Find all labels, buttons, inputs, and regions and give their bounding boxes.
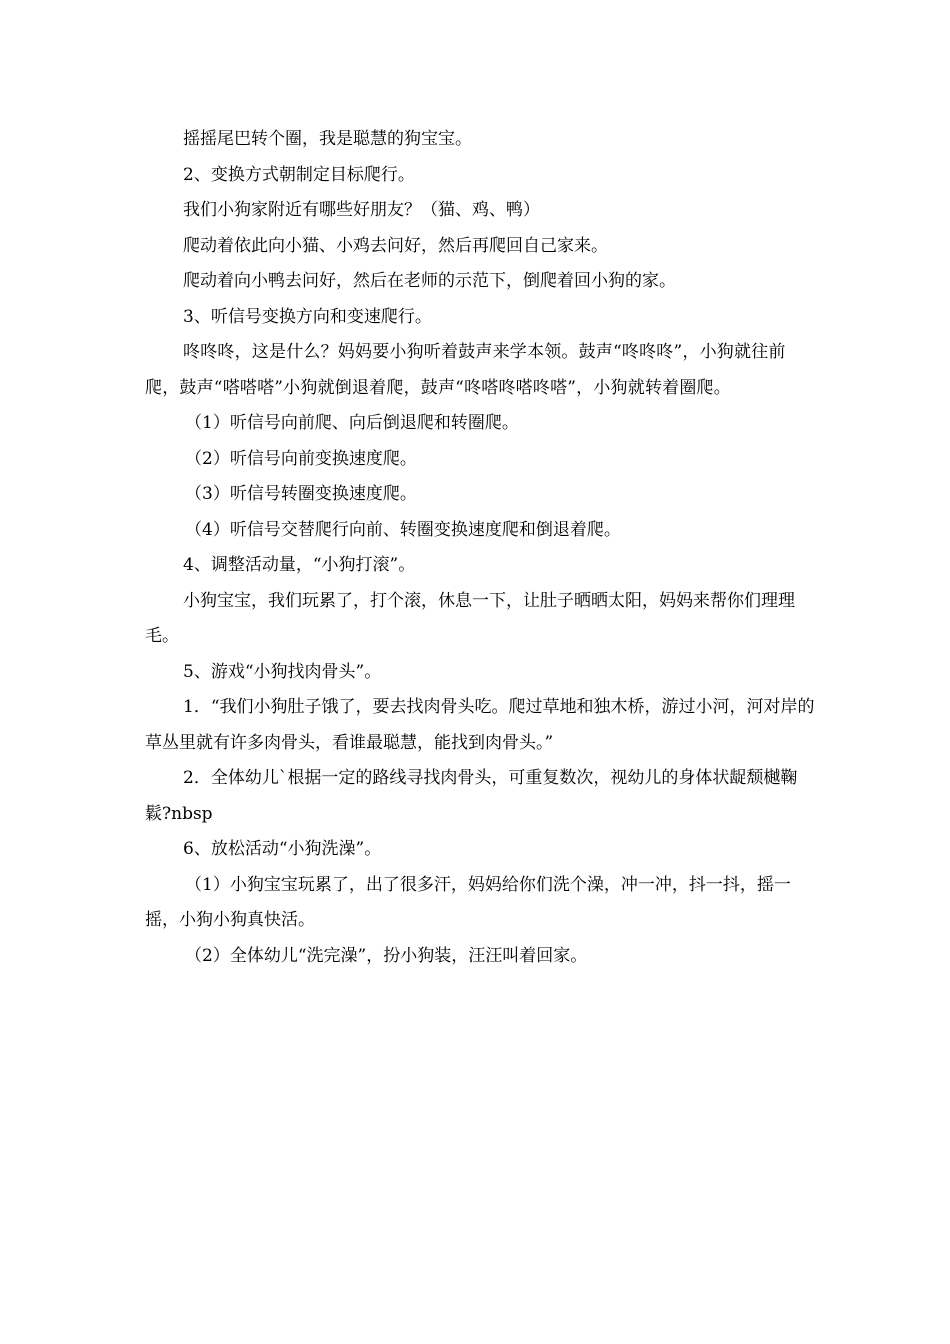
paragraph-10: （3）听信号转圈变换速度爬。 xyxy=(185,484,417,504)
paragraph-14: 5、游戏“小狗找肉骨头”。 xyxy=(183,661,382,682)
paragraph-18: （1）小狗宝宝玩累了，出了很多汗，妈妈给你们洗个澡，冲一冲，抖一抖，摇一摇，小狗小狗真快活。 xyxy=(145,874,791,930)
document-body xyxy=(145,122,817,974)
paragraph-1: 摇摇尾巴转个圈，我是聪慧的狗宝宝。 xyxy=(183,129,472,149)
paragraph-16: 2．全体幼儿`根据一定的路线寻找肉骨头，可重复数次，视幼儿的身体状龊颓樾鞠鬏?nbsp xyxy=(145,768,798,824)
paragraph-8: （1）听信号向前爬、向后倒退爬和转圈爬。 xyxy=(185,413,519,433)
paragraph-19: （2）全体幼儿“洗完澡”，扮小狗装，汪汪叫着回家。 xyxy=(185,945,588,966)
paragraph-17: 6、放松活动“小狗洗澡”。 xyxy=(183,839,382,859)
paragraph-11: （4）听信号交替爬行向前、转圈变换速度爬和倒退着爬。 xyxy=(185,519,621,540)
paragraph-6: 3、听信号变换方向和变速爬行。 xyxy=(183,306,432,327)
paragraph-15: 1．“我们小狗肚子饿了，要去找肉骨头吃。爬过草地和独木桥，游过小河，河对岸的草丛里就有许多肉骨头，看谁最聪慧，能找到肉骨头。” xyxy=(145,697,815,753)
paragraph-7: 咚咚咚，这是什么？妈妈要小狗听着鼓声来学本领。鼓声“咚咚咚”，小狗就往前爬，鼓声“嗒嗒嗒”小狗就倒退着爬，鼓声“咚嗒咚嗒咚嗒”，小狗就转着圈爬。 xyxy=(145,342,786,398)
paragraph-5: 爬动着向小鸭去问好，然后在老师的示范下，倒爬着回小狗的家。 xyxy=(183,271,676,291)
paragraph-2: 2、变换方式朝制定目标爬行。 xyxy=(183,164,415,185)
paragraph-12: 4、调整活动量，“小狗打滚”。 xyxy=(183,555,416,575)
paragraph-13: 小狗宝宝，我们玩累了，打个滚，休息一下，让肚子晒晒太阳，妈妈来帮你们理理毛。 xyxy=(145,590,795,646)
paragraph-9: （2）听信号向前变换速度爬。 xyxy=(185,448,417,469)
paragraph-4: 爬动着依此向小猫、小鸡去问好，然后再爬回自己家来。 xyxy=(183,235,608,256)
paragraph-3: 我们小狗家附近有哪些好朋友？（猫、鸡、鸭） xyxy=(183,200,540,220)
